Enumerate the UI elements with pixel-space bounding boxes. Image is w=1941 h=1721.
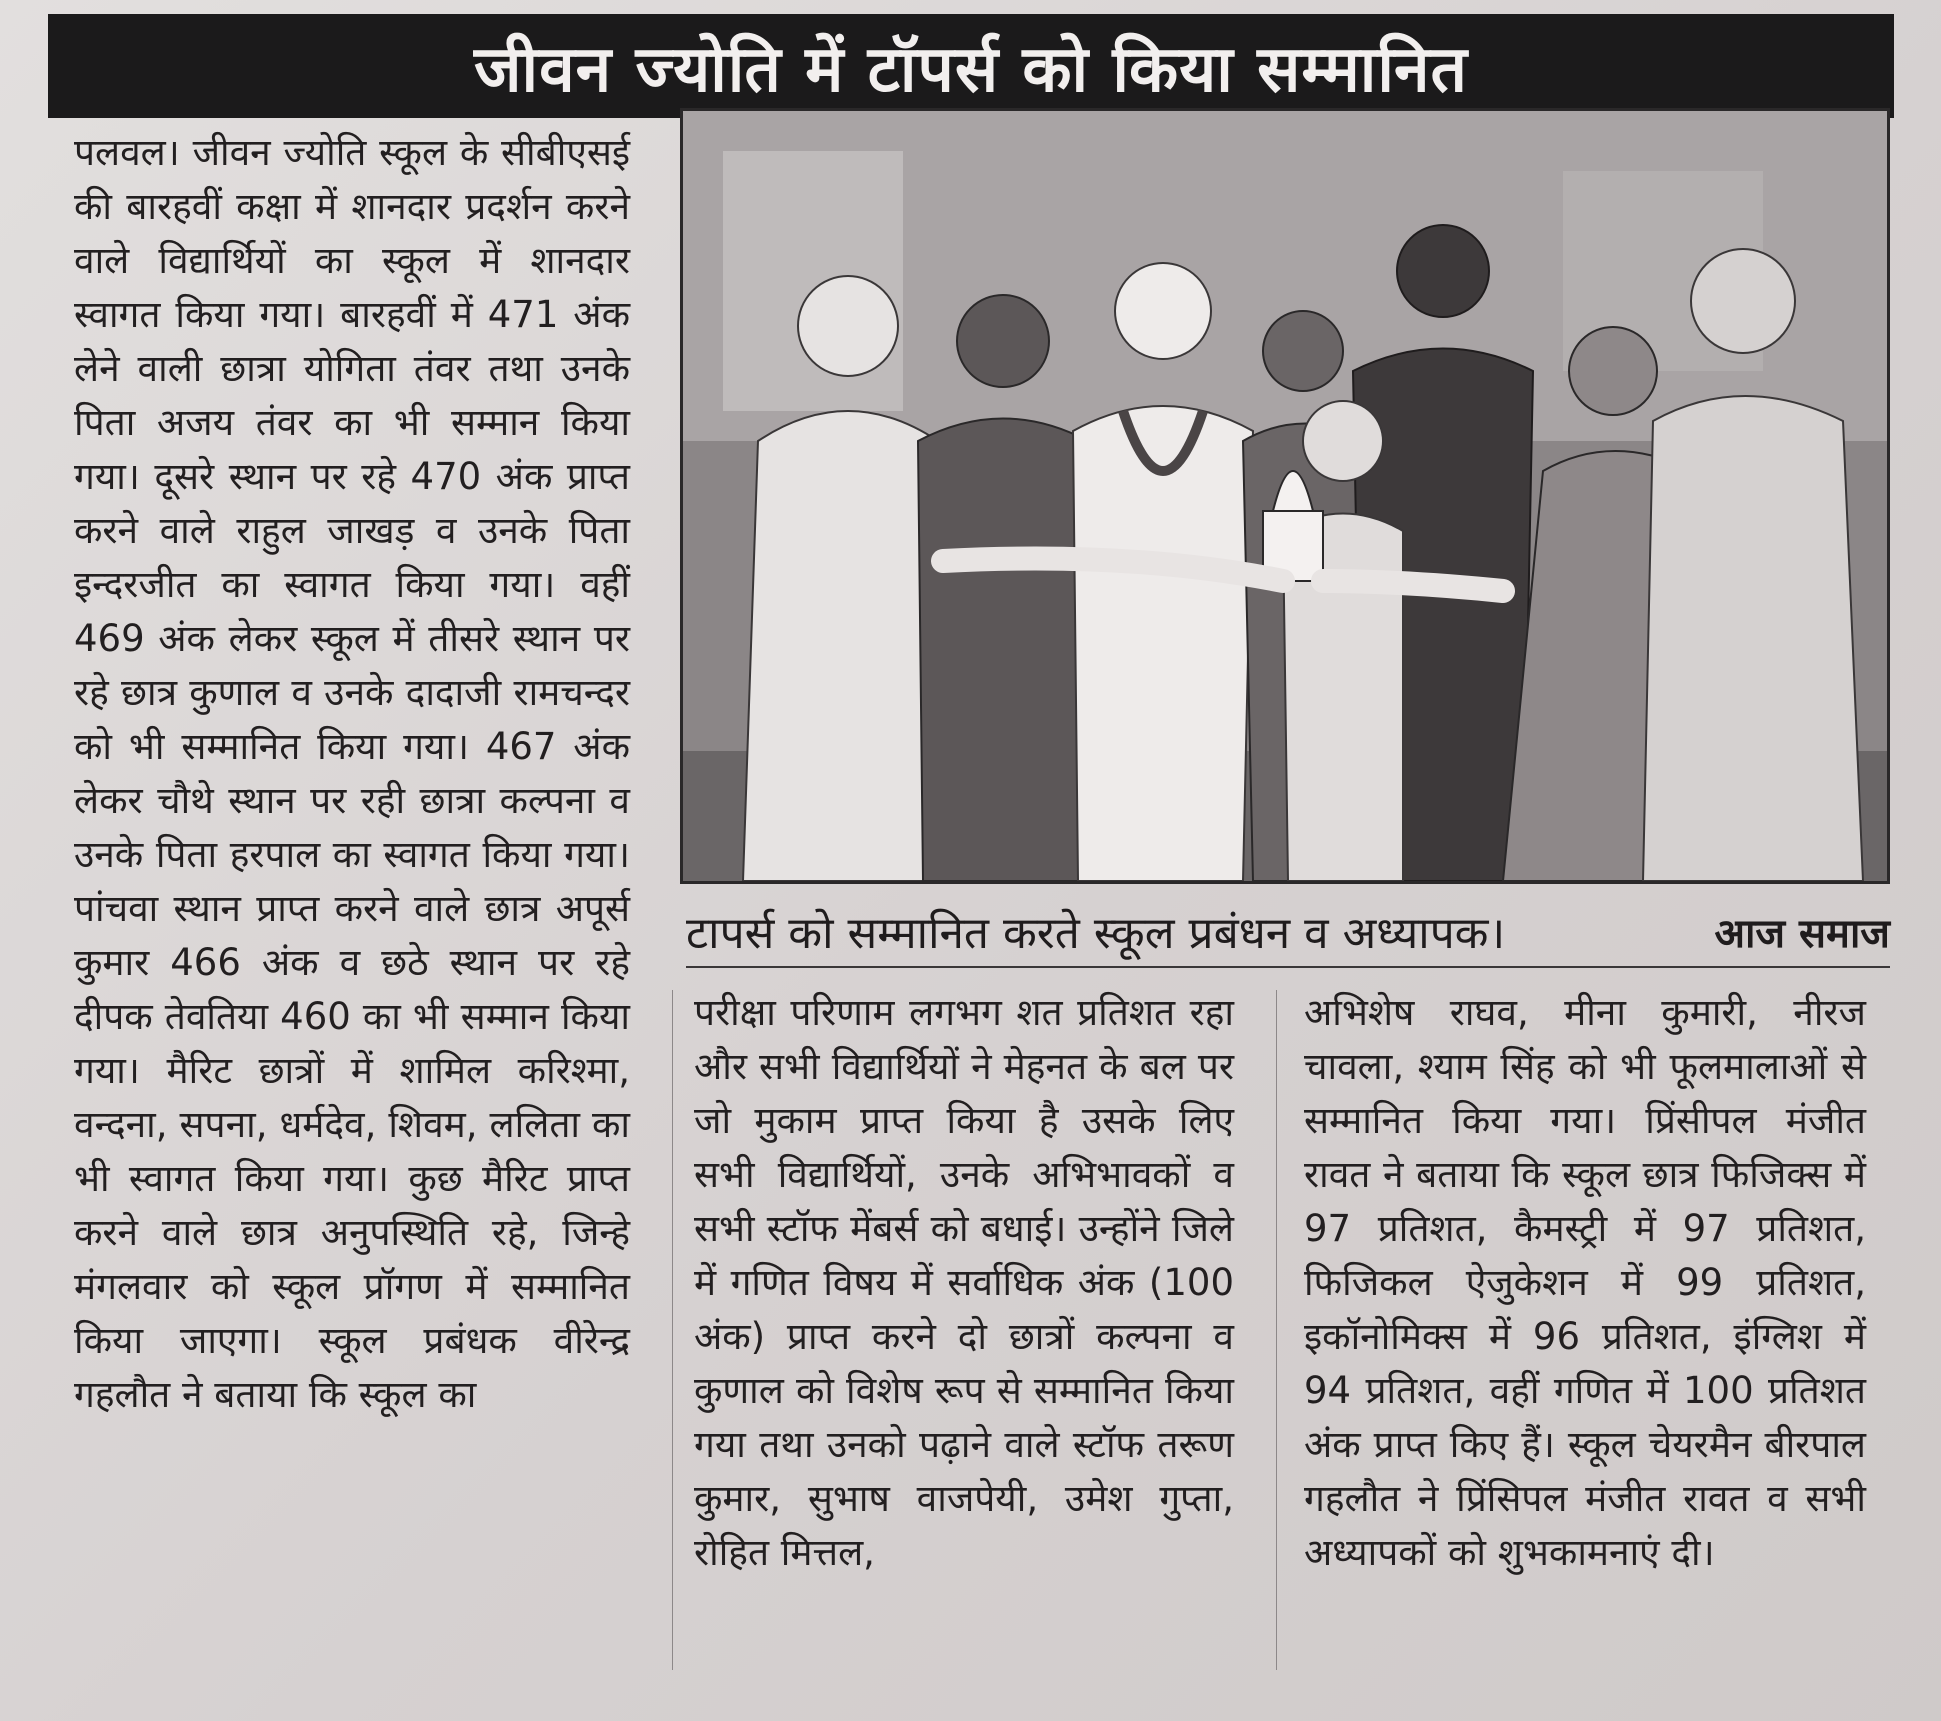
article-column-right: अभिशेष राघव, मीना कुमारी, नीरज चावला, श्याम सिंह को भी फूलमालाओं से सम्मानित किया गया। प्रिंसीपल मंजीत रावत ने बताया कि स्कूल छात्र फिजिक्स में 97 प्रतिशत, कैमस्ट्री में 97 प्रतिशत, फिजिकल ऐजुकेशन में 99 प्रतिशत, इकॉनोमिक्स में 96 प्रतिशत, इंग्लिश में 94 प्रतिशत, वहीं गणित में 100 प्रतिशत अंक प्राप्त किए हैं। स्कूल चेयरमैन बीरपाल गहलौत ने प्रिंसिपल मंजीत रावत व सभी अध्यापकों को शुभकामनाएं दी। <box>1304 991 1866 1574</box>
photo-caption: टापर्स को सम्मानित करते स्कूल प्रबंधन व अध्यापक। <box>686 908 1506 959</box>
photo-caption-bar <box>686 896 1890 968</box>
headline: जीवन ज्योति में टॉपर्स को किया सम्मानित <box>48 14 1894 118</box>
article-column-middle: परीक्षा परिणाम लगभग शत प्रतिशत रहा और सभी विद्यार्थियों ने मेहनत के बल पर जो मुकाम प्राप्त किया है उसके लिए सभी विद्यार्थियों, उनके अभिभावकों व सभी स्टॉफ मेंबर्स को बधाई। उन्होंने जिले में गणित विषय में सर्वाधिक अंक (100 अंक) प्राप्त करने दो छात्रों कल्पना व कुणाल को विशेष रूप से सम्मानित किया गया तथा उनको पढ़ाने वाले स्टॉफ तरूण कुमार, सुभाष वाजपेयी, उमेश गुप्ता, रोहित मित्तल, <box>694 991 1234 1574</box>
column-divider <box>672 990 673 1670</box>
news-photo <box>680 108 1890 884</box>
column-divider <box>1276 990 1277 1670</box>
article-column-left: पलवल। जीवन ज्योति स्कूल के सीबीएसई की बारहवीं कक्षा में शानदार प्रदर्शन करने वाले विद्यार्थियों का स्कूल में शानदार स्वागत किया गया। बारहवीं में 471 अंक लेने वाली छात्रा योगिता तंवर तथा उनके पिता अजय तंवर का भी सम्मान किया गया। दूसरे स्थान पर रहे 470 अंक प्राप्त करने वाले राहुल जाखड़ व उनके पिता इन्दरजीत का स्वागत किया गया। वहीं 469 अंक लेकर स्कूल में तीसरे स्थान पर रहे छात्र कुणाल व उनके दादाजी रामचन्दर को भी सम्मानित किया गया। 467 अंक लेकर चौथे स्थान पर रही छात्रा कल्पना व उनके पिता हरपाल का स्वागत किया गया। पांचवा स्थान प्राप्त करने वाले छात्र अपूर्स कुमार 466 अंक व छठे स्थान पर रहे दीपक तेवतिया 460 का भी सम्मान किया गया। मैरिट छात्रों में शामिल करिश्मा, वन्दना, सपना, धर्मदेव, शिवम, ललिता का भी स्वागत किया गया। कुछ मैरिट प्राप्त करने वाले छात्र अनुपस्थिति रहे, जिन्हे मंगलवार को स्कूल प्रॉगण में सम्मानित किया जाएगा। स्कूल प्रबंधक वीरेन्द्र गहलौत ने बताया कि स्कूल का <box>74 131 630 1416</box>
photo-illustration <box>683 111 1887 881</box>
photo-credit: आज समाज <box>1714 910 1890 957</box>
